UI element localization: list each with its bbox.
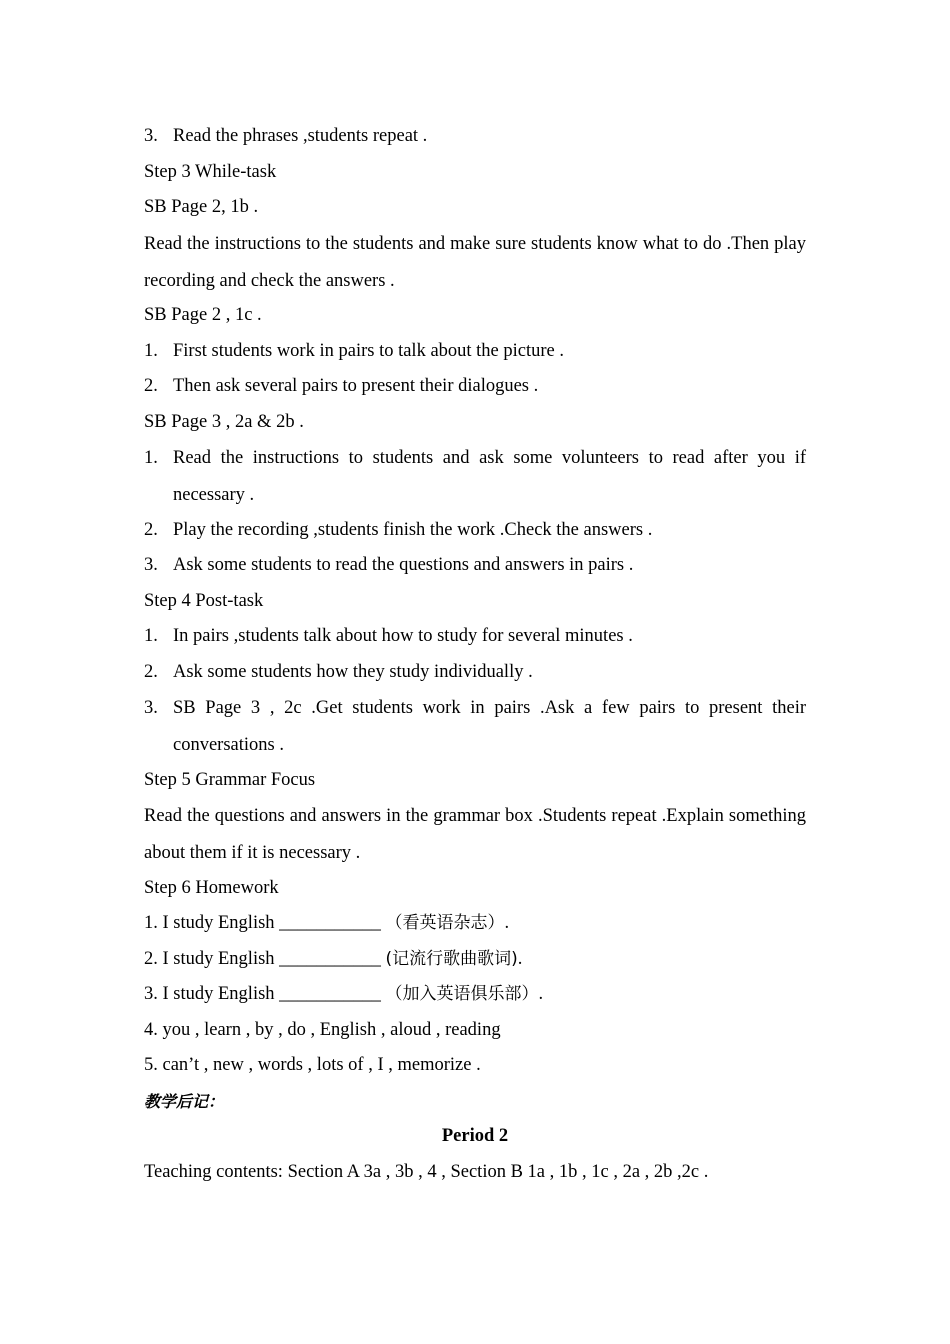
list-text: First students work in pairs to talk about the picture . — [173, 340, 565, 361]
homework-hint: (记流行歌曲歌词) — [385, 948, 518, 969]
step-heading: Step 3 While-task — [144, 161, 277, 182]
homework-text: 3. I study English ___________ — [144, 984, 386, 1004]
list-item — [144, 369, 806, 405]
list-item — [144, 119, 806, 155]
homework-item — [144, 942, 806, 978]
list-item — [144, 334, 806, 370]
homework-hint: （看英语杂志） — [385, 913, 505, 933]
paragraph: Read the instructions to the students and make sure students know what to do .Then play recording and check the answers . — [144, 233, 806, 291]
list-number: 1. — [144, 448, 158, 468]
list-text: Then ask several pairs to present their dialogues . — [173, 376, 539, 396]
list-item — [144, 619, 806, 655]
homework-hint: （加入英语俱乐部） — [385, 984, 539, 1004]
list-item — [144, 548, 806, 584]
list-text: Read the phrases ,students repeat . — [173, 126, 428, 146]
list-text: Read the instructions to students and ask some volunteers to read after you if necessary . — [173, 448, 806, 505]
step-heading: Step 4 Post-task — [144, 590, 264, 611]
list-text: Ask some students how they study individually . — [173, 661, 533, 682]
list-number: 3. — [144, 698, 158, 718]
list-item — [144, 440, 806, 514]
paragraph: Read the questions and answers in the grammar box .Students repeat .Explain something about them if it is necessary . — [144, 806, 806, 863]
homework-text: 2. I study English ___________ — [144, 948, 386, 969]
section-label: SB Page 2 , 1c . — [144, 305, 262, 325]
list-number: 2. — [144, 376, 158, 396]
list-text: Play the recording ,students finish the work .Check the answers . — [173, 519, 653, 540]
section-label: SB Page 3 , 2a & 2b . — [144, 411, 304, 432]
list-text: In pairs ,students talk about how to study for several minutes . — [173, 626, 633, 646]
list-text: Ask some students to read the questions and answers in pairs . — [173, 555, 634, 575]
homework-end: . — [504, 913, 510, 933]
list-number: 2. — [144, 519, 158, 540]
list-item — [144, 655, 806, 691]
homework-item: 5. can’t , new , words , lots of , I , memorize . — [144, 1055, 481, 1075]
list-number: 2. — [144, 661, 158, 682]
step-heading: Step 6 Homework — [144, 877, 279, 898]
list-number: 3. — [144, 126, 158, 146]
homework-end: . — [538, 984, 544, 1004]
homework-end: . — [517, 948, 523, 969]
period-heading: Period 2 — [441, 1126, 509, 1146]
list-item — [144, 690, 806, 764]
teaching-contents: Teaching contents: Section A 3a , 3b , 4 , Section B 1a , 1b , 1c , 2a , 2b ,2c . — [144, 1161, 709, 1182]
homework-item: 4. you , learn , by , do , English , aloud , reading — [144, 1019, 501, 1040]
list-number: 1. — [144, 340, 158, 361]
teaching-note-label: 教学后记： — [144, 1091, 225, 1111]
list-text: SB Page 3 , 2c .Get students work in pairs .Ask a few pairs to present their conversations . — [173, 698, 806, 755]
list-item — [144, 513, 806, 549]
section-label: SB Page 2, 1b . — [144, 197, 259, 217]
homework-item — [144, 977, 806, 1013]
step-heading: Step 5 Grammar Focus — [144, 769, 316, 790]
list-number: 1. — [144, 626, 158, 646]
homework-item — [144, 906, 806, 942]
document-page — [144, 119, 806, 1190]
list-number: 3. — [144, 555, 158, 575]
homework-text: 1. I study English ___________ — [144, 913, 386, 933]
